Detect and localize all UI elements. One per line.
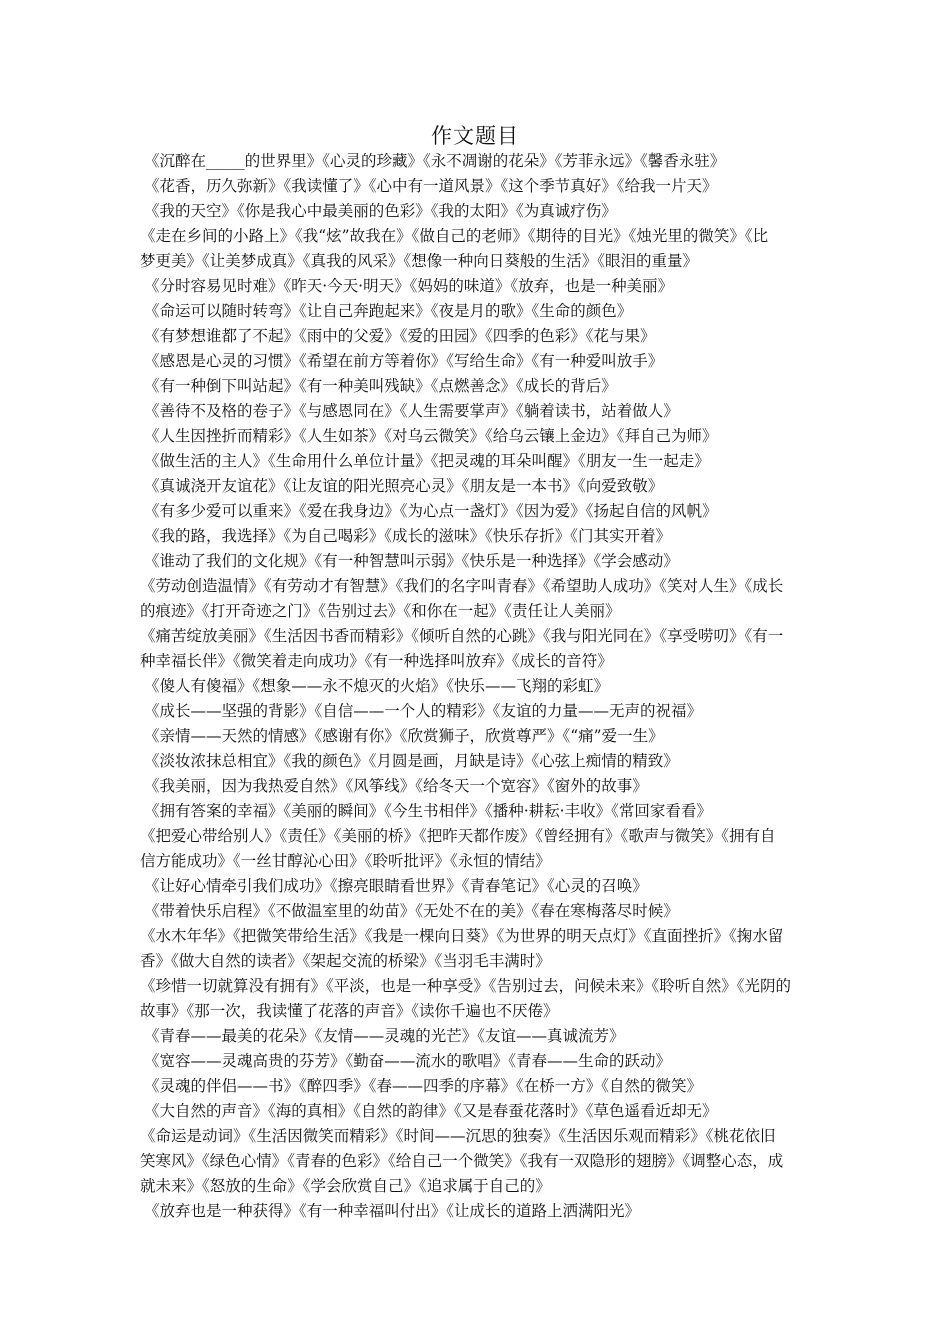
essay-topic-line: 《走在乡间的小路上》《我“炫”故我在》《做自己的老师》《期待的目光》《烛光里的微笑》《比 [140,227,769,245]
essay-topic-line: 信方能成功》《一丝甘醇沁心田》《聆听批评》《永恒的情结》 [140,852,551,870]
essay-topic-line: 《灵魂的伴侣——书》《醉四季》《春——四季的序幕》《在桥一方》《自然的微笑》 [144,1077,703,1095]
essay-topic-line: 《我的路，我选择》《为自己喝彩》《成长的滋味》《快乐存折》《门其实开着》 [144,527,672,545]
document-title: 作文题目 [431,124,519,148]
essay-topic-line: 梦更美》《让美梦成真》《真我的风采》《想像一种向日葵般的生活》《眼泪的重量》 [140,252,699,270]
essay-topic-line: 《成长——坚强的背影》《自信——一个人的精彩》《友谊的力量——无声的祝福》 [144,702,703,720]
essay-topic-line: 香》《做大自然的读者》《架起交流的桥梁》《当羽毛丰满时》 [140,952,551,970]
essay-topic-line: 《痛苦绽放美丽》《生活因书香而精彩》《倾听自然的心跳》《我与阳光同在》《享受唠叨》《有一 [140,627,784,645]
essay-topic-line: 《命运是动词》《生活因微笑而精彩》《时间——沉思的独奏》《生活因乐观而精彩》《桃花依旧 [140,1127,776,1145]
essay-topic-line: 《淡妆浓抹总相宜》《我的颜色》《月圆是画，月缺是诗》《心弦上痴情的精致》 [144,752,679,770]
essay-topic-line: 《劳动创造温情》《有劳动才有智慧》《我们的名字叫青春》《希望助人成功》《笑对人生》《成长 [140,577,784,595]
essay-topic-line: 《大自然的声音》《海的真相》《自然的韵律》《又是春蚕花落时》《草色遥看近却无》 [144,1102,718,1120]
essay-topic-line: 《拥有答案的幸福》《美丽的瞬间》《今生书相伴》《播种·耕耘·丰收》《常回家看看》 [144,802,712,820]
essay-topic-list [140,149,830,1224]
essay-topic-line: 故事》《那一次，我读懂了花落的声音》《读你千遍也不厌倦》 [140,1002,559,1020]
essay-topic-line: 《我美丽，因为我热爱自然》《风筝线》《给冬天一个宽容》《窗外的故事》 [144,777,648,795]
essay-topic-line: 《真诚浇开友谊花》《让友谊的阳光照亮心灵》《朋友是一本书》《向爱致敬》 [144,477,664,495]
essay-topic-line: 《有梦想谁都了不起》《雨中的父爱》《爱的田园》《四季的色彩》《花与果》 [144,327,656,345]
essay-topic-line: 《人生因挫折而精彩》《人生如茶》《对乌云微笑》《给乌云镶上金边》《拜自己为师》 [144,427,718,445]
essay-topic-line: 《水木年华》《把微笑带给生活》《我是一棵向日葵》《为世界的明天点灯》《直面挫折》《掬水留 [140,927,784,945]
essay-topic-line: 就未来》《怒放的生命》《学会欣赏自己》《追求属于自己的》 [140,1177,551,1195]
essay-topic-line: 《有一种倒下叫站起》《有一种美叫残缺》《点燃善念》《成长的背后》 [144,377,617,395]
essay-topic-line: 《让好心情牵引我们成功》《擦亮眼睛看世界》《青春笔记》《心灵的召唤》 [144,877,648,895]
essay-topic-line: 《带着快乐启程》《不做温室里的幼苗》《无处不在的美》《春在寒梅落尽时候》 [144,902,679,920]
essay-topic-line: 《善待不及格的卷子》《与感恩同在》《人生需要掌声》《躺着读书，站着做人》 [144,402,679,420]
essay-topic-line: 《亲情——天然的情感》《感谢有你》《欣赏狮子，欣赏尊严》《“痛”爱一生》 [144,727,664,745]
essay-topic-line: 《分时容易见时难》《昨天·今天·明天》《妈妈的味道》《放弃，也是一种美丽》 [144,277,674,295]
essay-topic-line: 《把爱心带给别人》《责任》《美丽的桥》《把昨天都作废》《曾经拥有》《歌声与微笑》《拥有自 [140,827,776,845]
essay-topic-line: 《感恩是心灵的习惯》《希望在前方等着你》《写给生命》《有一种爱叫放手》 [144,352,664,370]
essay-topic-line: 的痕迹》《打开奇迹之门》《告别过去》《和你在一起》《责任让人美丽》 [140,602,621,620]
essay-topic-line: 《命运可以随时转弯》《让自己奔跑起来》《夜是月的歌》《生命的颜色》 [144,302,633,320]
essay-topic-line: 《有多少爱可以重来》《爱在我身边》《为心点一盏灯》《因为爱》《扬起自信的风帆》 [144,502,718,520]
essay-topic-line: 《青春——最美的花朵》《友情——灵魂的光芒》《友谊——真诚流芳》 [144,1027,625,1045]
essay-topic-line: 《做生活的主人》《生命用什么单位计量》《把灵魂的耳朵叫醒》《朋友一生一起走》 [144,452,710,470]
essay-topic-line: 《谁动了我们的文化规》《有一种智慧叫示弱》《快乐是一种选择》《学会感动》 [144,552,679,570]
essay-topic-line: 《宽容——灵魂高贵的芬芳》《勤奋——流水的歌唱》《青春——生命的跃动》 [144,1052,672,1070]
essay-topic-line: 《傻人有傻福》《想象——永不熄灭的火焰》《快乐——飞翔的彩虹》 [144,677,610,695]
essay-topic-line: 《珍惜一切就算没有拥有》《平淡，也是一种享受》《告别过去，问候未来》《聆听自然》《光阴的 [140,977,792,995]
essay-topic-line: 《放弃也是一种获得》《有一种幸福叫付出》《让成长的道路上洒满阳光》 [144,1202,641,1220]
essay-topic-line: 笑寒风》《绿色心情》《青春的色彩》《给自己一个微笑》《我有一双隐形的翅膀》《调整心态，成 [140,1152,784,1170]
essay-topic-line: 种幸福长伴》《微笑着走向成功》《有一种选择叫放弃》《成长的音符》 [140,652,613,670]
essay-topic-line: 《花香，历久弥新》《我读懂了》《心中有一道风景》《这个季节真好》《给我一片天》 [144,177,718,195]
essay-topic-line: 《沉醉在_____的世界里》《心灵的珍藏》《永不凋谢的花朵》《芳菲永远》《馨香永驻》 [144,152,726,170]
essay-topic-line: 《我的天空》《你是我心中最美丽的色彩》《我的太阳》《为真诚疗伤》 [144,202,617,220]
